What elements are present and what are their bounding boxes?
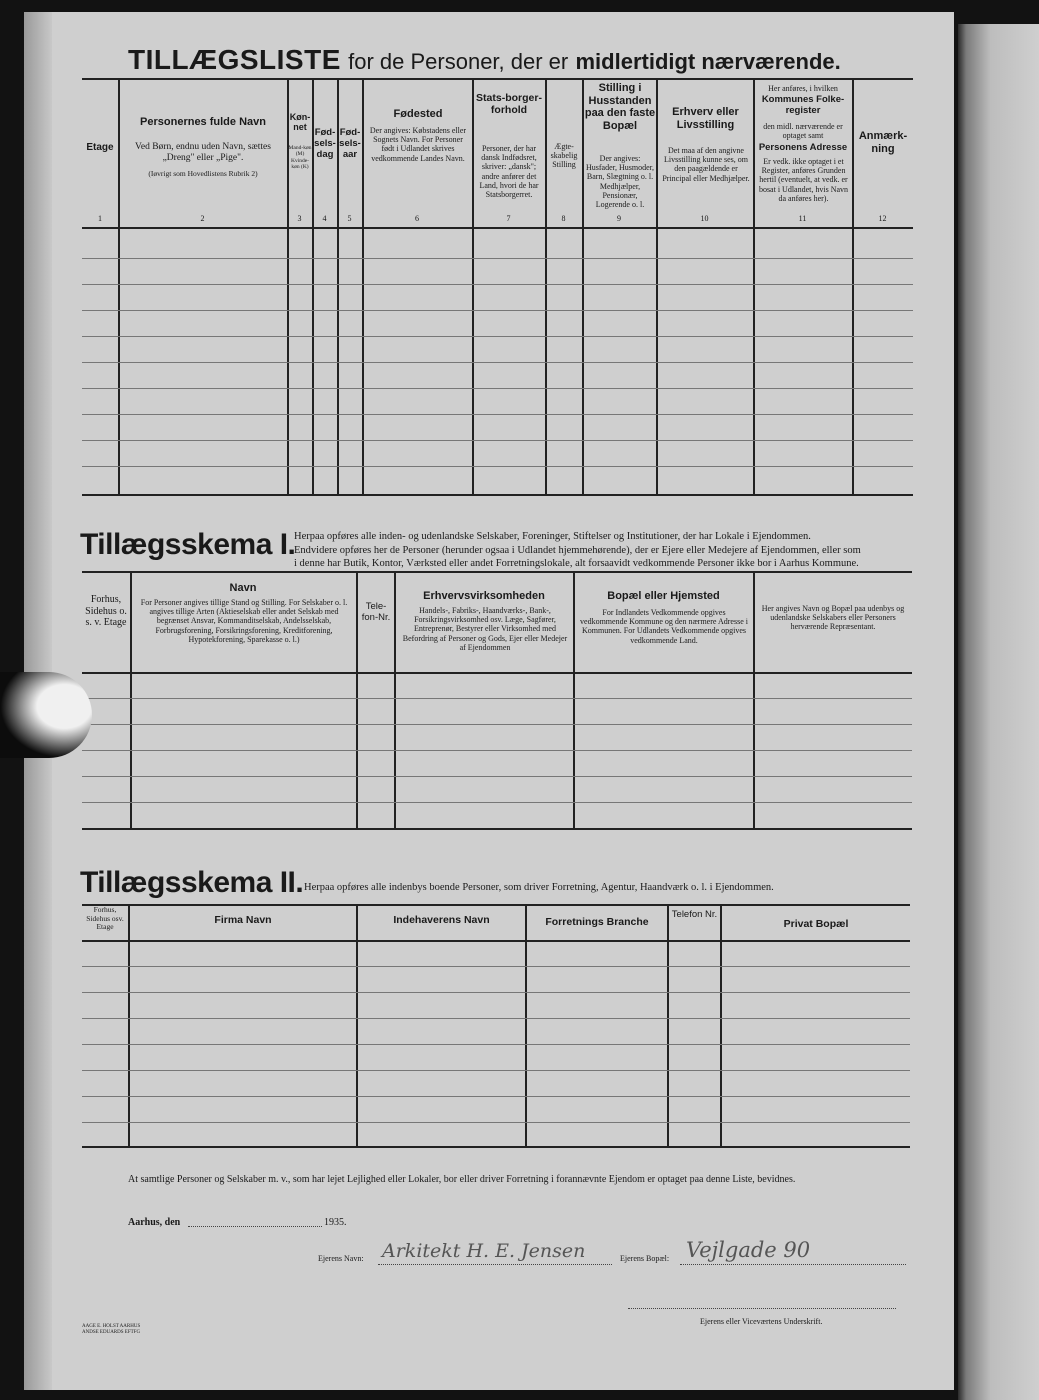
header-folkeregister-c: den midl. nærværende er optaget samt <box>763 122 843 141</box>
signature-line <box>628 1308 896 1309</box>
s2-header-bopael: Privat Bopæl <box>783 918 849 930</box>
header-foedselsdag: Fød-sels-dag <box>314 127 336 160</box>
header-name-desc: Ved Børn, endnu uden Navn, sættes „Dreng" eller „Pige". <box>135 142 271 163</box>
certification-statement: At samtlige Personer og Selskaber m. v., som har lejet Lejlighed eller Lokaler, bor eller driver Forretning i forannævnte Ejendom er optaget paa denne Liste, bevidnes. <box>128 1174 796 1185</box>
s2-header-indehaver: Indehaverens Navn <box>393 914 490 926</box>
col-number: 11 <box>798 214 807 223</box>
owner-name-line <box>378 1264 612 1265</box>
col-number: 4 <box>322 214 327 223</box>
owner-address-line <box>680 1264 906 1265</box>
header-koen-sub: Mand-køn (M) Kvinde-køn (K) <box>288 145 312 170</box>
s1-header-erhverv-desc: Handels-, Fabriks-, Haandværks-, Bank-, Forsikringsvirksomhed osv. Læge, Sagfører, Entreprenør, Bestyrer eller Virksomhed med Befordring af Personer og Gods, Ejer eller Medejer af Ejendommen <box>402 606 568 652</box>
owner-address-label: Ejerens Bopæl: <box>620 1254 670 1263</box>
header-name-note: (Iøvrigt som Hovedlistens Rubrik 2) <box>148 169 258 178</box>
s1-header-navn-desc: For Personer angives tillige Stand og Stilling. For Selskaber o. l. angives tillige Arten (Aktieselskab eller andet Selskab med begrænset Ansvar, Kommanditselskab, Andelsselskab, Forbrugsforening, Forsikringsforening, Kreditforening, Hypotekforening, Sparekasse o. l.) <box>140 598 348 644</box>
city-date-label: Aarhus, den <box>128 1217 181 1228</box>
s1-header-etage: Forhus, Sidehus o. s. v. Etage <box>85 594 127 628</box>
header-folkeregister-a: Her anføres, i hvilken <box>768 84 838 93</box>
col-number: 7 <box>506 214 511 223</box>
header-statsborger: Stats-borger-forhold <box>476 92 542 117</box>
s1-header-erhverv: Erhvervsvirksomheden <box>423 590 545 602</box>
header-erhverv-desc: Det maa af den angivne Livsstilling kunne ses, om den paagældende er Principal eller Medhjælper. <box>662 146 750 183</box>
skema1-title: Tillægsskema I. <box>80 528 296 561</box>
skema2-title: Tillægsskema II. <box>80 866 304 899</box>
header-folkeregister-b: Kommunes Folke-register <box>761 94 845 116</box>
list-title: TILLÆGSLISTE for de Personer, der er midlertidigt nærværende. <box>128 44 841 75</box>
skema1-desc-3: i denne har Butik, Kontor, Værksted eller andet Forretningslokale, alt forsaavidt vedkommende Personer ikke bor i Aarhus Kommune. <box>294 558 859 569</box>
s2-header-etage: Forhus, Sidehus osv. Etage <box>86 905 124 932</box>
header-foedested: Fødested <box>393 108 443 120</box>
s1-header-navn: Navn <box>229 582 257 594</box>
col-number: 10 <box>700 214 709 223</box>
header-foedselsaar: Fød-sels-aar <box>339 127 361 160</box>
col-number: 5 <box>347 214 352 223</box>
s1-header-bopael-desc: For Indlandets Vedkommende opgives vedkommende Kommune og den nærmere Adresse i Kommunen. For Udlandets Vedkommende opgives vedkommende Land. <box>580 608 748 645</box>
skema1-desc-1: Herpaa opføres alle inden- og udenlandske Selskaber, Foreninger, Stiftelser og Institutioner, der har Lokale i Ejendommen. <box>294 531 811 542</box>
col-number: 8 <box>561 214 566 223</box>
skema1-desc-2: Endvidere opføres her de Personer (herunder ogsaa i Udlandet hjemmehørende), der er Ejere eller Medejere af Ejendommen, eller som <box>294 545 861 556</box>
facing-page-edge <box>958 24 1039 1400</box>
skema2-desc: Herpaa opføres alle indenbys boende Personer, som driver Forretning, Agentur, Haandværk o. l. i Ejendommen. <box>304 882 774 893</box>
header-aegteskab: Ægte-skabelig Stilling <box>550 142 578 170</box>
owner-name-label: Ejerens Navn: <box>318 1254 364 1263</box>
date-line <box>188 1226 322 1227</box>
col-number: 2 <box>200 214 205 223</box>
col-number: 3 <box>297 214 302 223</box>
s2-header-firma: Firma Navn <box>214 914 272 926</box>
printer-imprint: AAGE E. HOLST AARHUS ANDSE EDUARDS EFTFG <box>82 1324 141 1335</box>
header-anmaerkning: Anmærk-ning <box>858 130 908 155</box>
header-erhverv: Erhverv eller Livsstilling <box>672 106 739 131</box>
col-number: 6 <box>415 214 419 223</box>
owner-name-value: Arkitekt H. E. Jensen <box>382 1240 586 1262</box>
header-etage: Etage <box>86 142 114 153</box>
header-name: Personernes fulde Navn <box>140 116 266 128</box>
s1-header-telefon: Tele-fon-Nr. <box>361 601 391 623</box>
header-stilling-desc: Der angives: Husfader, Husmoder, Barn, Slægtning o. l. Medhjælper, Pensionær, Logerende o. l. <box>586 154 655 209</box>
header-stilling: Stilling i Husstanden paa den faste Bopæl <box>584 82 656 132</box>
header-statsborger-desc: Personer, der har dansk Indfødsret, skriver: „dansk"; andre anfører det Land, hvori de har Statsborgerret. <box>479 144 539 199</box>
thumb-overlay <box>0 672 92 758</box>
year-label: 1935. <box>324 1217 347 1228</box>
signature-label: Ejerens eller Viceværtens Underskrift. <box>700 1317 823 1326</box>
col-number: 1 <box>98 214 102 223</box>
s2-header-telefon: Telefon Nr. <box>671 909 718 920</box>
header-folkeregister-e: Er vedk. ikke optaget i et Register, anføres Grunden hertil (eventuelt, at vedk. er bosat i Udlandet, hvis Navn da anføres her). <box>758 157 849 203</box>
header-koen: Køn-net <box>289 112 311 133</box>
header-foedested-desc: Der angives: Købstadens eller Sognets Navn. For Personer født i Udlandet skrives vedkommende Landes Navn. <box>369 126 467 163</box>
header-folkeregister-d: Personens Adresse <box>758 142 848 153</box>
col-number: 12 <box>878 214 887 223</box>
owner-address-value: Vejlgade 90 <box>686 1238 811 1262</box>
s1-header-bopael: Bopæl eller Hjemsted <box>607 590 720 602</box>
s2-header-branche: Forretnings Branche <box>545 916 649 928</box>
col-number: 9 <box>617 214 621 223</box>
s1-header-repraesentant: Her angives Navn og Bopæl paa udenbys og udenlandske Selskabers eller Personers herværende Repræsentant. <box>761 604 905 632</box>
